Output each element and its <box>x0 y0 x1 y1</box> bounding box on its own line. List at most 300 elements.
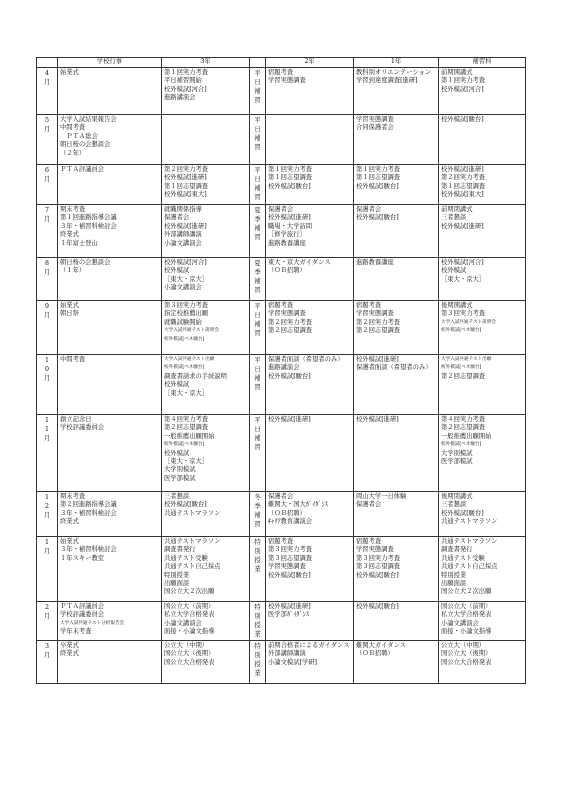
grade2-cell <box>266 602 354 641</box>
grade2-cell <box>266 355 354 415</box>
school-events-cell <box>58 415 162 492</box>
cell-line: 第１回志望調査 <box>268 174 313 182</box>
cell-line: 校外模試[ベネ駿台] <box>441 442 482 448</box>
supplementary-label: 平日補習 <box>254 167 261 201</box>
cell-line: 校外模試[河合] <box>164 259 207 266</box>
month-cell <box>37 415 58 492</box>
cell-line: 第３回志望調査 <box>356 563 401 571</box>
grade3-supplementary-cell <box>250 537 266 602</box>
supplementary-label: 平日補習 <box>254 117 261 151</box>
grade3-supplementary-cell <box>250 301 266 355</box>
grade2-cell <box>266 301 354 355</box>
cell-line: 進路教養講座 <box>356 259 394 266</box>
month-cell <box>37 492 58 537</box>
cell-line: 保護者面談（希望者のみ） <box>356 364 432 372</box>
cell-line: 第３回実力考査 <box>268 546 313 554</box>
school-events-cell <box>58 492 162 537</box>
grade2-cell <box>266 641 354 684</box>
cell-line: （ＯＢ招聘） <box>356 650 394 658</box>
school-events-cell <box>58 165 162 205</box>
cell-line: 大学入試共通テスト出願 <box>441 357 492 362</box>
schedule-row <box>37 641 526 684</box>
cell-line: 後期閉講式 <box>441 493 473 500</box>
cell-line: 校外模試[駿台] <box>268 571 311 579</box>
cell-line: 第１回進路指導会議 <box>60 214 117 222</box>
hoshu-cell <box>439 68 526 115</box>
cell-line: 公立大（中期） <box>164 642 209 649</box>
cell-line: 小論文模試[学研] <box>268 658 317 666</box>
grade1-cell <box>354 68 439 115</box>
cell-line: 第１回実力考査 <box>356 166 401 173</box>
cell-line: 職場・大学訪問 <box>268 222 313 230</box>
cell-line: 第２回志望調査 <box>441 424 486 432</box>
cell-line: 学習実態調査 <box>356 116 394 123</box>
month-label: 11月 <box>43 417 51 442</box>
cell-line: 小論文講演会 <box>164 284 202 292</box>
cell-line: 校外模試[河合] <box>164 85 207 93</box>
grade3-supplementary-cell <box>250 415 266 492</box>
month-label: 6月 <box>43 167 51 183</box>
cell-line: 前期開講式 <box>441 69 473 76</box>
cell-line: 第２回志望調査 <box>268 327 313 335</box>
cell-line: 合同保護者会 <box>356 124 394 132</box>
grade3-cell <box>162 492 250 537</box>
cell-line: 共通テストマラソン <box>164 509 221 517</box>
cell-line: 学校評議委員会 <box>60 611 105 619</box>
cell-line: 国公立大（前期） <box>441 603 492 610</box>
cell-line: 朝日祭 <box>60 310 79 318</box>
cell-line: 三者懇談 <box>441 501 467 509</box>
cell-line: 卒業式 <box>60 642 79 649</box>
supplementary-label: 特別授業 <box>254 604 261 638</box>
cell-line: 第２回志望調査 <box>164 424 209 432</box>
cell-line: 進路講演会 <box>164 94 196 102</box>
grade2-cell <box>266 205 354 258</box>
cell-line: 校外模試[河合] <box>441 259 484 266</box>
cell-line: 校外模試 <box>164 449 190 457</box>
cell-line: 小論文講演会 <box>164 239 202 247</box>
cell-line: ＰＴＡ評議員会 <box>60 166 105 173</box>
cell-line: 校外模試[ベネ駿台] <box>164 442 205 448</box>
grade2-cell <box>266 115 354 165</box>
schedule-row <box>37 301 526 355</box>
cell-line: 第３回志望調査 <box>268 554 313 562</box>
cell-line: （２年） <box>60 149 86 157</box>
hoshu-cell <box>439 258 526 301</box>
grade3-supplementary-cell <box>250 641 266 684</box>
header-grade3-supplementary <box>250 58 266 68</box>
cell-line: 校外模試[進研] <box>268 214 311 222</box>
annual-schedule-sheet <box>36 57 525 684</box>
grade1-cell <box>354 165 439 205</box>
grade3-cell <box>162 301 250 355</box>
grade2-cell <box>266 258 354 301</box>
school-events-cell <box>58 641 162 684</box>
cell-line: ［東大・京大］ <box>164 458 209 466</box>
cell-line: 国公立大２次出願 <box>164 588 215 596</box>
cell-line: 保護者面談（希望者のみ） <box>268 356 344 363</box>
cell-line: 宿題考査 <box>268 538 294 545</box>
cell-line: 調査書発行 <box>164 546 196 554</box>
cell-line: 面接・小論文指導 <box>441 628 492 636</box>
hoshu-cell <box>439 205 526 258</box>
cell-line: 始業式 <box>60 538 79 545</box>
cell-line: 校外模試 <box>164 267 190 275</box>
schedule-row <box>37 492 526 537</box>
cell-line: 共通テスト受験 <box>164 554 208 562</box>
month-label: 2月 <box>43 604 51 620</box>
month-cell <box>37 602 58 641</box>
cell-line: 共通テストマラソン <box>164 538 221 545</box>
cell-line: ［東大・京大］ <box>164 389 209 397</box>
school-events-cell <box>58 602 162 641</box>
cell-line: 調査書発行 <box>441 546 473 554</box>
cell-line: 大学入試共通テスト分析報告会 <box>60 620 125 626</box>
cell-line: 朝日桜の会懇談会 <box>60 259 111 266</box>
cell-line: 終業式 <box>60 231 79 239</box>
supplementary-label: 平日補習 <box>254 303 261 337</box>
schedule-row <box>37 165 526 205</box>
hoshu-cell <box>439 415 526 492</box>
cell-line: 第２回実力考査 <box>441 174 486 182</box>
cell-line: 期末考査 <box>60 206 86 213</box>
cell-line: 大学別模試 <box>164 466 196 474</box>
grade1-cell <box>354 641 439 684</box>
cell-line: 第３回実力考査 <box>441 310 486 318</box>
header-grade1: 1年 <box>354 58 439 68</box>
header-grade2: 2年 <box>266 58 354 68</box>
cell-line: 校外模試[駿台] <box>441 116 484 123</box>
grade1-cell <box>354 258 439 301</box>
cell-line: 学習実態調査 <box>268 77 306 85</box>
grade3-cell <box>162 68 250 115</box>
cell-line: 校外模試 <box>441 267 467 275</box>
grade1-cell <box>354 602 439 641</box>
hoshu-cell <box>439 492 526 537</box>
cell-line: 第２回志望調査 <box>356 327 401 335</box>
month-cell <box>37 301 58 355</box>
cell-line: 就職関係指導 <box>164 206 202 213</box>
cell-line: 特別授業 <box>164 571 190 579</box>
cell-line: 難関大・国大ｶﾞｲﾀﾞﾝｽ <box>268 501 328 509</box>
school-events-cell <box>58 258 162 301</box>
cell-line: 前期閉講式 <box>441 206 473 213</box>
cell-line: 大学入試結果報告会 <box>60 116 117 123</box>
grade3-cell <box>162 165 250 205</box>
cell-line: 朝日桜の会懇談会 <box>60 141 111 149</box>
hoshu-cell <box>439 301 526 355</box>
cell-line: 中間考査 <box>60 124 86 132</box>
grade1-cell <box>354 115 439 165</box>
cell-line: 校外模試 <box>164 381 190 389</box>
cell-line: ［東大・京大］ <box>164 275 209 283</box>
grade1-cell <box>354 355 439 415</box>
school-events-cell <box>58 301 162 355</box>
schedule-row <box>37 258 526 301</box>
cell-line: 校外模試[駿台] <box>356 214 399 222</box>
schedule-row <box>37 415 526 492</box>
cell-line: 宿題考査 <box>356 302 382 309</box>
cell-line: １年スキー教室 <box>60 554 105 562</box>
cell-line: 三者懇談 <box>441 214 467 222</box>
supplementary-label: 平日補習 <box>254 417 261 451</box>
cell-line: 校外模試[東大] <box>441 191 484 199</box>
hoshu-cell <box>439 355 526 415</box>
cell-line: 校外模試[進研] <box>268 603 311 610</box>
cell-line: 校外模試[進研] <box>164 174 207 182</box>
month-cell <box>37 165 58 205</box>
grade3-supplementary-cell <box>250 258 266 301</box>
school-events-cell <box>58 355 162 415</box>
cell-line: 岡山大学一日体験 <box>356 493 407 500</box>
cell-line: ｷｬﾘｱ教育講演会 <box>268 518 313 526</box>
cell-line: 校外模試[進研] <box>441 166 484 173</box>
month-label: 7月 <box>43 207 51 223</box>
cell-line: 学年末考査 <box>60 628 92 636</box>
cell-line: 校外模試[駿台] <box>356 571 399 579</box>
cell-line: 小論文講演会 <box>164 619 202 627</box>
cell-line: 校外模試[進研] <box>441 222 484 230</box>
month-cell <box>37 205 58 258</box>
month-cell <box>37 258 58 301</box>
cell-line: 校外模試[進研] <box>356 416 399 423</box>
header-row <box>37 58 526 68</box>
hoshu-cell <box>439 641 526 684</box>
cell-line: ＰＴＡ評議員会 <box>60 603 105 610</box>
cell-line: 第２回実力考査 <box>164 166 209 173</box>
cell-line: 始業式 <box>60 302 79 309</box>
hoshu-cell <box>439 537 526 602</box>
cell-line: 期末考査 <box>60 493 86 500</box>
cell-line: 国公立大（前期） <box>164 603 215 610</box>
cell-line: 東大・京大ガイダンス <box>268 259 331 266</box>
cell-line: 校外模試[駿台] <box>164 501 207 509</box>
cell-line: 校外模試[東大] <box>164 191 207 199</box>
cell-line: 後期開講式 <box>441 302 473 309</box>
grade2-cell <box>266 68 354 115</box>
grade3-cell <box>162 355 250 415</box>
cell-line: 学習実態調査 <box>268 310 306 318</box>
grade1-cell <box>354 301 439 355</box>
cell-line: 第２回実力考査 <box>268 318 313 326</box>
grade3-cell <box>162 641 250 684</box>
school-events-cell <box>58 115 162 165</box>
cell-line: （ＯＢ招聘） <box>268 509 306 517</box>
grade2-cell <box>266 537 354 602</box>
cell-line: 就職試験開始 <box>164 318 202 326</box>
month-label: 4月 <box>43 70 51 86</box>
cell-line: 大学入試共通テスト説明会 <box>441 319 496 325</box>
grade3-cell <box>162 415 250 492</box>
cell-line: ３年・補習科検討会 <box>60 222 117 230</box>
cell-line: 第２回進路指導会議 <box>60 501 117 509</box>
cell-line: 出願面談 <box>164 580 190 588</box>
cell-line: 保護者会 <box>268 206 294 213</box>
cell-line: 宿題考査 <box>356 538 382 545</box>
month-label: 5月 <box>43 117 51 133</box>
cell-line: 共通テスト自己採点 <box>164 563 221 571</box>
cell-line: 第１回実力考査 <box>441 77 486 85</box>
cell-line: 医学部ｶﾞｲﾀﾞﾝｽ <box>268 611 309 619</box>
schedule-row <box>37 68 526 115</box>
cell-line: 校外模試[ベネ駿台] <box>441 365 482 371</box>
schedule-body <box>37 68 526 684</box>
grade3-supplementary-cell <box>250 602 266 641</box>
cell-line: 第１回実力考査 <box>268 166 313 173</box>
cell-line: 面接・小論文指導 <box>164 628 215 636</box>
cell-line: 校外模試[駿台] <box>356 182 399 190</box>
cell-line: 校外模試[駿台] <box>441 509 484 517</box>
grade3-supplementary-cell <box>250 492 266 537</box>
grade3-cell <box>162 258 250 301</box>
schedule-row <box>37 355 526 415</box>
supplementary-label: 冬季補習 <box>254 494 261 528</box>
supplementary-label: 平日補習 <box>254 70 261 104</box>
header-school-events: 学校行事 <box>58 58 162 68</box>
cell-line: 保護者会 <box>356 206 382 213</box>
header-month <box>37 58 58 68</box>
month-label: 8月 <box>43 260 51 276</box>
month-cell <box>37 68 58 115</box>
grade3-supplementary-cell <box>250 165 266 205</box>
hoshu-cell <box>439 165 526 205</box>
cell-line: 終業式 <box>60 650 79 658</box>
cell-line: 大学別模試 <box>441 449 473 457</box>
hoshu-cell <box>439 602 526 641</box>
cell-line: 校外模試[駿台] <box>356 603 399 610</box>
schedule-row <box>37 602 526 641</box>
cell-line: 第４回実力考査 <box>164 416 209 423</box>
school-events-cell <box>58 537 162 602</box>
grade3-supplementary-cell <box>250 68 266 115</box>
cell-line: ＰＴＡ総会 <box>60 132 98 140</box>
cell-line: 出願面談 <box>441 580 467 588</box>
cell-line: （ＯＢ招聘） <box>268 267 306 275</box>
cell-line: 宿題考査 <box>268 69 294 76</box>
cell-line: 保護者会 <box>356 501 382 509</box>
cell-line: 学習実態調査 <box>356 310 394 318</box>
cell-line: 小論文講演会 <box>441 619 479 627</box>
supplementary-label: 特別授業 <box>254 539 261 573</box>
schedule-row <box>37 205 526 258</box>
cell-line: 難関大ガイダンス <box>356 642 407 649</box>
cell-line: 保護者会 <box>268 493 294 500</box>
month-label: 3月 <box>43 643 51 659</box>
cell-line: 特別授業 <box>441 571 467 579</box>
cell-line: 国公立大合格発表 <box>164 658 215 666</box>
cell-line: 共通テスト自己採点 <box>441 563 498 571</box>
cell-line: 第３回実力考査 <box>164 302 209 309</box>
header-hoshu: 補習科 <box>439 58 526 68</box>
month-cell <box>37 537 58 602</box>
cell-line: 創立記念日 <box>60 416 92 423</box>
cell-line: 学習実態調査 <box>268 563 306 571</box>
month-label: 10月 <box>43 357 51 382</box>
cell-line: 教科別オリエンテーション <box>356 69 432 76</box>
hoshu-cell <box>439 115 526 165</box>
cell-line: 校外模試[駿台] <box>268 182 311 190</box>
cell-line: 第２回実力考査 <box>356 318 401 326</box>
grade2-cell <box>266 415 354 492</box>
grade3-cell <box>162 537 250 602</box>
cell-line: 第３回実力考査 <box>356 554 401 562</box>
cell-line: 校外模試[進研] <box>164 222 207 230</box>
grade1-cell <box>354 415 439 492</box>
cell-line: 調査書請求の手続説明 <box>164 372 227 380</box>
cell-line: 一般推薦出願開始 <box>164 432 215 440</box>
cell-line: 第１回実力考査 <box>164 69 209 76</box>
cell-line: 医学部模試 <box>441 458 473 466</box>
month-label: 12月 <box>43 494 51 519</box>
cell-line: ［修学旅行］ <box>268 231 306 239</box>
cell-line: 保護者会 <box>164 214 190 222</box>
schedule-table <box>36 57 526 684</box>
cell-line: 国公立大（後期） <box>164 650 215 658</box>
cell-line: 宿題考査 <box>268 302 294 309</box>
cell-line: 進路教養講座 <box>268 239 306 247</box>
cell-line: 終業式 <box>60 518 79 526</box>
cell-line: 共通テスト受験 <box>441 554 485 562</box>
cell-line: 大学入試共通テスト説明会 <box>164 328 219 334</box>
cell-line: 校外模試[ベネ駿台] <box>441 328 482 334</box>
cell-line: 前期合格者によるガイダンス <box>268 642 350 649</box>
supplementary-label: 夏季補習 <box>254 207 261 241</box>
grade2-cell <box>266 492 354 537</box>
cell-line: 校外模試[進研] <box>268 416 311 423</box>
grade3-supplementary-cell <box>250 205 266 258</box>
cell-line: 三者懇談 <box>164 493 190 500</box>
grade3-supplementary-cell <box>250 355 266 415</box>
cell-line: 第１回志望調査 <box>356 174 401 182</box>
cell-line: 共通テストマラソン <box>441 518 498 526</box>
month-cell <box>37 355 58 415</box>
cell-line: 医学部模試 <box>164 474 196 482</box>
supplementary-label: 夏季補習 <box>254 260 261 294</box>
cell-line: ３年・補習科検討会 <box>60 509 117 517</box>
cell-line: 平日補習開始 <box>164 77 202 85</box>
cell-line: 中間考査 <box>60 356 86 363</box>
cell-line: 国公立大（後期） <box>441 650 492 658</box>
schedule-row <box>37 537 526 602</box>
grade1-cell <box>354 492 439 537</box>
grade1-cell <box>354 205 439 258</box>
grade2-cell <box>266 165 354 205</box>
cell-line: 第２回志望調査 <box>441 372 486 380</box>
cell-line: 校外模試[ベネ駿台] <box>164 365 205 371</box>
grade3-supplementary-cell <box>250 115 266 165</box>
month-cell <box>37 115 58 165</box>
grade1-cell <box>354 537 439 602</box>
cell-line: 公立大（中期） <box>441 642 486 649</box>
cell-line: 私立大学合格発表 <box>441 611 492 619</box>
cell-line: 第１回志望調査 <box>164 182 209 190</box>
cell-line: 大学入試共通テスト出願 <box>164 357 215 362</box>
cell-line: 指定校推薦出願 <box>164 310 209 318</box>
cell-line: 国公立大２次出願 <box>441 588 492 596</box>
cell-line: 学習到達度調査[進研] <box>356 77 418 85</box>
grade3-cell <box>162 115 250 165</box>
month-cell <box>37 641 58 684</box>
month-label: 1月 <box>43 539 51 555</box>
cell-line: ［東大・京大］ <box>441 275 486 283</box>
cell-line: 外部講師講演 <box>268 650 306 658</box>
cell-line: 学校評議委員会 <box>60 424 105 432</box>
cell-line: 学習実態調査 <box>356 546 394 554</box>
cell-line: （１年） <box>60 267 86 275</box>
cell-line: 校外模試[ベネ駿台] <box>164 336 205 342</box>
cell-line: 外部講師講演 <box>164 231 202 239</box>
cell-line: 共通テストマラソン <box>441 538 498 545</box>
